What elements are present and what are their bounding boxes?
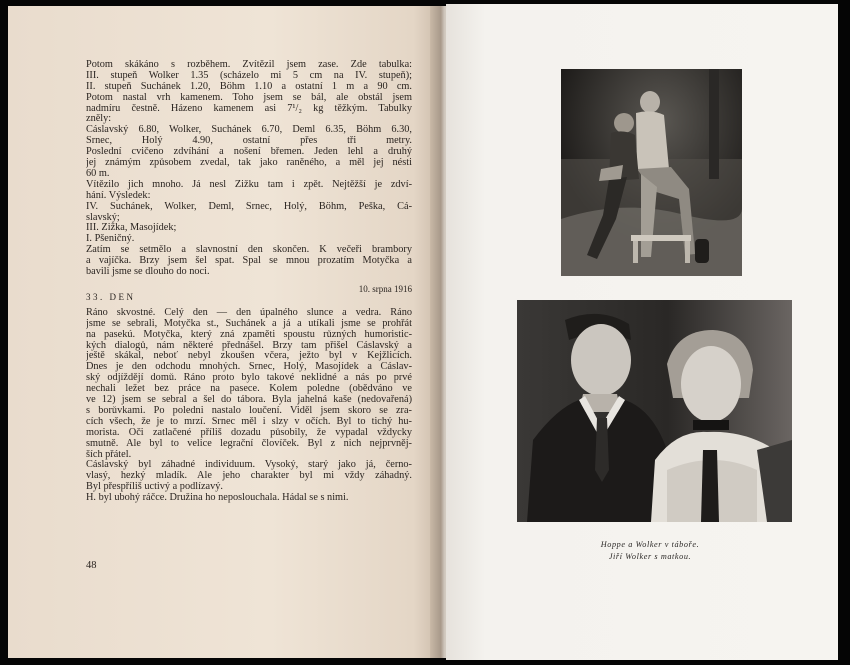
- text-line: hání. Výsledek:: [86, 190, 151, 201]
- photo-hoppe-wolker-image: [561, 69, 742, 276]
- text-line: ších přátel.: [86, 449, 132, 460]
- text-line: s borůvkami. Po poledni nastalo loučení. Viděl jsem skoro se zra-: [86, 405, 412, 416]
- text-line: Ráno skvostné. Celý den — den úpalného slunce a vedra. Ráno: [86, 307, 412, 318]
- text-line: nechali ležet bez práce na pasece. Kolem poledne (obědváno ve: [86, 384, 412, 395]
- text-line: zněly:: [86, 114, 112, 125]
- text-line: ve 12) jsem se sebral a šel do tábora. Byla jahelná kaše (nedovařená): [86, 395, 412, 406]
- text-line: a vajíčka. Brzy jsem šel spat. Spal se mnou prozatím Motyčka a: [86, 256, 412, 267]
- text-line: Srnec, Holý 4.90, ostatní přes tři metry.: [86, 136, 412, 147]
- text-line: Potom skákáno s rozběhem. Zvítězil jsem zase. Zde tabulka:: [86, 60, 412, 70]
- text-line: Vítězilo jich mnoho. Já nesl Žižku tam i zpět. Nejtěžší je zdví-: [86, 179, 412, 190]
- photo-hoppe-wolker: [561, 69, 742, 276]
- text-line: Potom nastal vrh kamenem. Toho jsem se bál, ale obstál jsem: [86, 92, 412, 103]
- text-line: jsme se sebrali, Motyčka st., Suchánek a já a utíkali jsme se prohřát: [86, 318, 412, 329]
- text-line: IV. Suchánek, Wolker, Deml, Srnec, Holý, Böhm, Peška, Čá-: [86, 201, 412, 212]
- page-number: 48: [86, 560, 97, 571]
- text-line: Zatím se setmělo a slavnostní den skončen. K večeři brambory: [86, 245, 412, 256]
- text-line: na pasekú. Motyčka, který zná zpaměti spoustu různých humoristic-: [86, 329, 412, 340]
- entry-header: [86, 284, 412, 308]
- text-line: Čáslavský 6.80, Wolker, Suchánek 6.70, Deml 6.35, Böhm 6.30,: [86, 125, 412, 136]
- caption-photo-2: Jiří Wolker s matkou.: [608, 552, 692, 561]
- text-line: bavili jsme se dlouho do noci.: [86, 267, 210, 278]
- text-line: Poslední cvičeno zdvíhání a nošení břemen. Jeden lehl a druhý: [86, 147, 412, 158]
- text-line: Dnes je den odchodu mnohých. Srnec, Holý, Masojídek a Čáslav-: [86, 362, 412, 373]
- text-line: ský odjíždějí domů. Ráno proto bylo takové neklidné a nás po prvé: [86, 373, 412, 384]
- text-line: III. stupeň Wolker 1.35 (scházelo mi 5 cm na IV. stupeň);: [86, 70, 412, 81]
- text-line: I. Pšeničný.: [86, 234, 135, 245]
- text-line: smutně. Ale byl to velice legrační človíček. Byl z nich nejprvněj-: [86, 438, 412, 449]
- entry-block: [86, 308, 412, 504]
- text-line: H. byl ubohý ráčce. Družina ho neposlouchala. Hádal se s nimi.: [86, 493, 349, 504]
- photo-wolker-with-mother-image: [517, 300, 792, 522]
- photo-wolker-with-mother: [517, 300, 792, 522]
- text-line: vlasý, hezký mladík. Ale jeho charakter byl mi vždy záhadný.: [86, 471, 412, 482]
- text-line: III. Žižka, Masojídek;: [86, 223, 177, 234]
- left-page-text: [86, 60, 412, 504]
- text-line: 60 m.: [86, 168, 110, 179]
- entry-title: 33. DEN: [86, 291, 136, 302]
- text-line: kých dialogů, nám některé přednášel. Brzy tam přišel Čáslavský a: [86, 340, 412, 351]
- text-line: Byl přespříliš uctivý a podlízavý.: [86, 482, 223, 493]
- caption-photo-1: Hoppe a Wolker v táboře.: [600, 540, 700, 549]
- text-line: ještě skákal, neboť nebyl zkoušen včera, ježto byl v Kejžlicích.: [86, 351, 412, 362]
- text-line: nadmíru čestně. Házeno kamenem asi 7¹/₂ kg těžkým. Tabulky: [86, 103, 412, 114]
- text-line: jej známým způsobem zvedal, tak jako raněného, a měl jej nésti: [86, 158, 412, 169]
- text-line: morista. Oči zatlačené příliš dozadu působily, že vypadal vždycky: [86, 427, 412, 438]
- text-line: cích všech, že je to mrzí. Srnec měl i slzy v očích. Byl to tichý hu-: [86, 416, 412, 427]
- text-line: Čáslavský byl záhadné individuum. Vysoký, starý jako já, černo-: [86, 460, 412, 471]
- entry-date: 10. srpna 1916: [358, 283, 412, 294]
- text-line: II. stupeň Suchánek 1.20, Böhm 1.10 a ostatní 1 m a 90 cm.: [86, 81, 412, 92]
- paragraph-block: [86, 60, 412, 278]
- text-line: slavský;: [86, 212, 120, 223]
